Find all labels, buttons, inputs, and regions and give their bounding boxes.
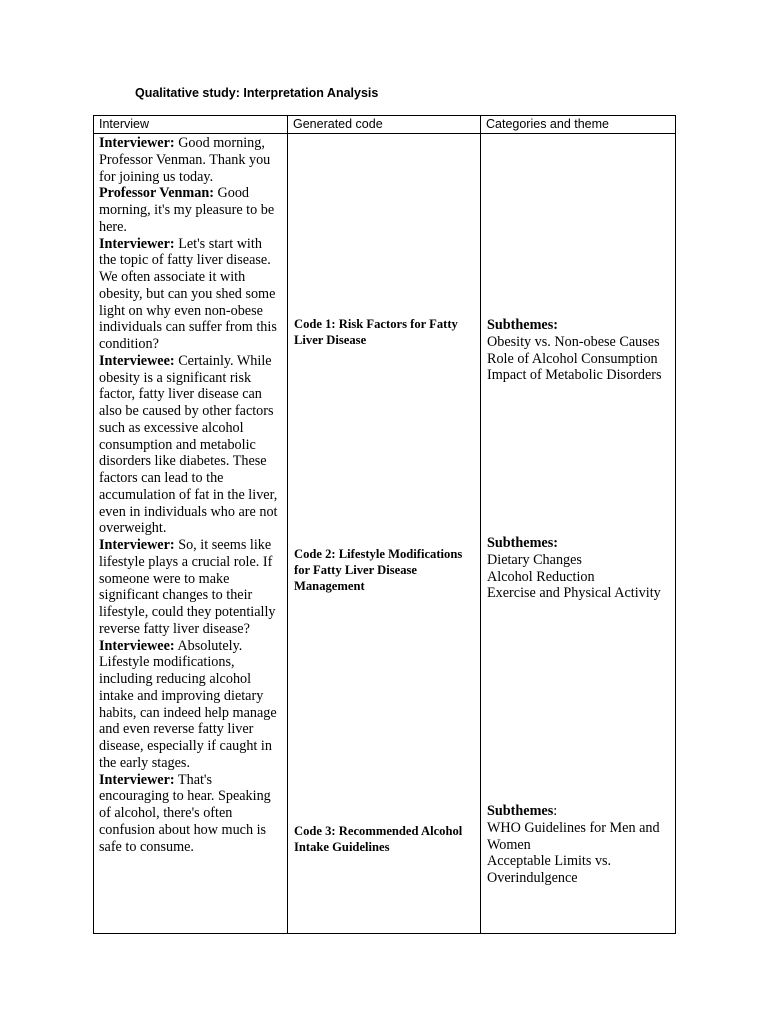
code-3: Code 3: Recommended Alcohol Intake Guidelines <box>294 824 463 854</box>
document-title: Qualitative study: Interpretation Analysis <box>135 86 379 100</box>
subtheme-item: Acceptable Limits vs. Overindulgence <box>487 853 612 886</box>
speaker-label: Interviewee: <box>99 637 175 654</box>
subthemes-heading: Subthemes: <box>487 317 558 333</box>
subthemes-heading-suffix: : <box>553 803 558 819</box>
subtheme-item: Exercise and Physical Activity <box>487 585 661 602</box>
category-group-3 <box>487 803 671 887</box>
categories-cell <box>481 134 676 934</box>
turn-text: Absolutely. Lifestyle modifications, including reducing alcohol intake and improving dietary habits, can indeed help manage and even reverse fatty liver disease, especially if caught in the early stages. <box>99 637 277 771</box>
speaker-label: Interviewer: <box>99 771 175 788</box>
interview-turn <box>99 772 282 856</box>
subtheme-item: Dietary Changes <box>487 551 582 568</box>
turn-text: Certainly. While obesity is a significant risk factor, fatty liver disease can also be caused by other factors such as excessive alcohol consumption and metabolic disorders like diabetes. These factors can lead to the accumulation of fat in the liver, even in individuals who are not overweight. <box>99 352 278 537</box>
interview-transcript <box>94 134 287 855</box>
subtheme-item: Obesity vs. Non-obese Causes <box>487 333 660 350</box>
speaker-label: Professor Venman: <box>99 185 214 202</box>
header-categories-theme: Categories and theme <box>481 116 676 134</box>
subtheme-item: WHO Guidelines for Men and Women <box>487 819 660 853</box>
generated-code-cell <box>288 134 481 934</box>
subtheme-item: Alcohol Reduction <box>487 568 595 585</box>
category-group-2 <box>487 535 671 602</box>
speaker-label: Interviewer: <box>99 235 175 252</box>
interview-turn <box>99 638 282 772</box>
turn-text: Good morning, it's my pleasure to be here. <box>99 185 275 235</box>
interview-turn <box>99 537 282 638</box>
interview-turn <box>99 135 282 185</box>
interview-turn <box>99 185 282 235</box>
interview-turn <box>99 353 282 537</box>
header-row <box>94 116 676 134</box>
turn-text: Good morning, Professor Venman. Thank you for joining us today. <box>99 135 271 185</box>
turn-text: So, it seems like lifestyle plays a crucial role. If someone were to make significant changes to their lifestyle, could they potentially reverse fatty liver disease? <box>99 537 276 637</box>
subthemes-heading: Subthemes: <box>487 535 558 551</box>
subtheme-item: Role of Alcohol Consumption <box>487 350 658 367</box>
speaker-label: Interviewee: <box>99 352 175 369</box>
turn-text: Let's start with the topic of fatty liver disease. We often associate it with obesity, but can you shed some light on why even non-obese individuals can suffer from this condition? <box>99 235 277 352</box>
header-interview: Interview <box>94 116 288 134</box>
category-group-1 <box>487 317 671 384</box>
speaker-label: Interviewer: <box>99 537 175 553</box>
interview-turn <box>99 236 282 353</box>
interview-cell <box>94 134 288 934</box>
subtheme-item: Impact of Metabolic Disorders <box>487 367 662 384</box>
content-row <box>94 134 676 934</box>
speaker-label: Interviewer: <box>99 135 175 151</box>
turn-text: That's encouraging to hear. Speaking of alcohol, there's often confusion about how much is safe to consume. <box>99 771 271 855</box>
code-1: Code 1: Risk Factors for Fatty Liver Disease <box>294 317 458 347</box>
header-generated-code: Generated code <box>288 116 481 134</box>
analysis-table <box>93 115 676 934</box>
code-2: Code 2: Lifestyle Modifications for Fatty Liver Disease Management <box>294 547 463 593</box>
subthemes-heading: Subthemes <box>487 803 554 819</box>
